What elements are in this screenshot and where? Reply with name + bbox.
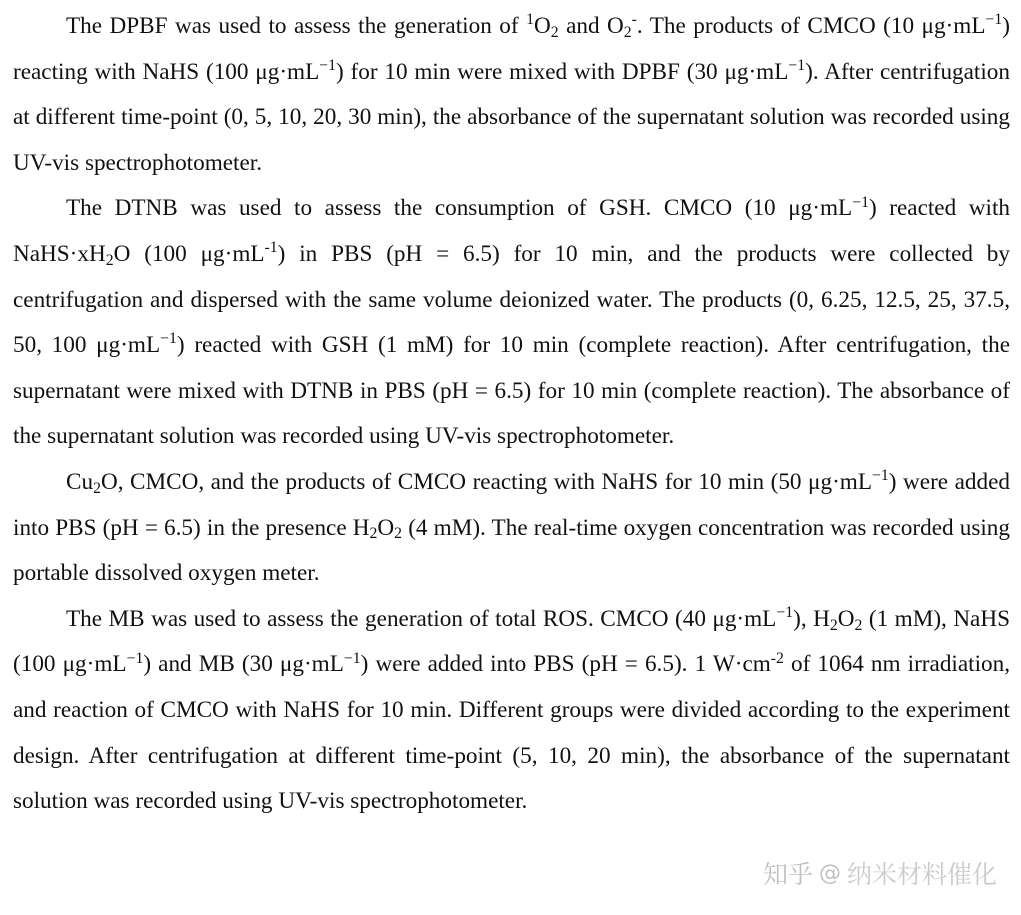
text-run: O (100 μg·mL — [113, 240, 265, 267]
superscript: −1 — [788, 56, 806, 74]
paragraph-dtnb — [13, 186, 1010, 460]
text-run: Cu — [66, 468, 94, 495]
superscript: −1 — [872, 467, 889, 485]
text-run: ) reacted with NaHS·xH — [13, 195, 1010, 267]
text-run: ). After centrifugation at different time-point (0, 5, 10, 20, 30 min), the absorbance of the supernatant solution was recorded using UV-vis spectrophotometer. — [13, 58, 1010, 176]
paragraph-dpbf — [13, 4, 1010, 186]
at-icon: @ — [818, 860, 841, 886]
text-run: (1 mM), NaHS (100 μg·mL — [13, 605, 1010, 678]
text-run: O — [837, 605, 855, 632]
text-run: ) in PBS (pH = 6.5) for 10 min, and the products were collected by centrifugation and dispersed with the same volume deionized water. The products (0, 6.25, 12.5, 25, 37.5, 50, 100 μg·mL — [13, 240, 1010, 359]
subscript: 2 — [93, 479, 101, 497]
superscript: −1 — [160, 330, 177, 348]
superscript: −1 — [852, 193, 869, 211]
subscript: 2 — [623, 23, 632, 41]
subscript: 2 — [394, 525, 403, 543]
paragraph-oxygen — [13, 460, 1010, 597]
text-run: O — [377, 514, 395, 541]
superscript: −1 — [126, 649, 144, 667]
text-run: ) and MB (30 μg·mL — [143, 651, 344, 678]
superscript: −1 — [319, 56, 337, 74]
watermark-site: 知乎 — [762, 860, 813, 889]
text-run: ) reacted with GSH (1 mM) for 10 min (complete reaction). After centrifugation, the supernatant were mixed with DTNB in PBS (pH = 6.5) for 10 min (complete reaction). The absorbance of the supernatant solution was recorded using UV-vis spectrophotometer. — [13, 332, 1010, 450]
text-run: O, CMCO, and the products of CMCO reacting with NaHS for 10 min (50 μg·mL — [100, 468, 873, 495]
text-run: of 1064 nm irradiation, and reaction of CMCO with NaHS for 10 min. Different groups were divided according to the experiment design. After centrifugation at different time-point (5, 10, 20 min), the absorbance of the supernatant solution was recorded using UV-vis spectrophotometer. — [13, 651, 1011, 815]
text-run: The DTNB was used to assess the consumption of GSH. CMCO (10 μg·mL — [66, 195, 853, 222]
text-run: O — [533, 13, 551, 39]
subscript: 2 — [829, 616, 838, 634]
text-run: ), H — [793, 605, 830, 632]
text-run: The MB was used to assess the generation of total ROS. CMCO (40 μg·mL — [66, 605, 777, 632]
text-run: ) reacting with NaHS (100 μg·mL — [13, 13, 1010, 85]
superscript: - — [631, 11, 637, 29]
superscript: −1 — [343, 649, 361, 667]
text-run: and O — [558, 13, 624, 39]
document-body — [13, 4, 1010, 825]
paragraph-mb-ros — [13, 597, 1010, 825]
subscript: 2 — [550, 23, 559, 41]
subscript: 2 — [369, 525, 378, 543]
text-run: ) for 10 min were mixed with DPBF (30 μg·mL — [336, 58, 789, 85]
superscript: −1 — [776, 604, 794, 622]
text-run: . The products of CMCO (10 μg·mL — [636, 13, 986, 39]
text-run: ) were added into PBS (pH = 6.5) in the presence H — [13, 468, 1010, 541]
superscript: -1 — [264, 239, 278, 257]
subscript: 2 — [105, 251, 114, 269]
text-run: ) were added into PBS (pH = 6.5). 1 W·cm — [360, 651, 771, 678]
subscript: 2 — [854, 616, 863, 634]
superscript: −1 — [985, 11, 1003, 29]
superscript: -2 — [770, 649, 784, 667]
watermark — [763, 855, 997, 891]
text-run: (4 mM). The real-time oxygen concentration was recorded using portable dissolved oxygen meter. — [13, 514, 1010, 587]
text-run: The DPBF was used to assess the generation of — [66, 13, 527, 39]
watermark-handle: 纳米材料催化 — [846, 860, 997, 889]
superscript: 1 — [526, 11, 534, 29]
